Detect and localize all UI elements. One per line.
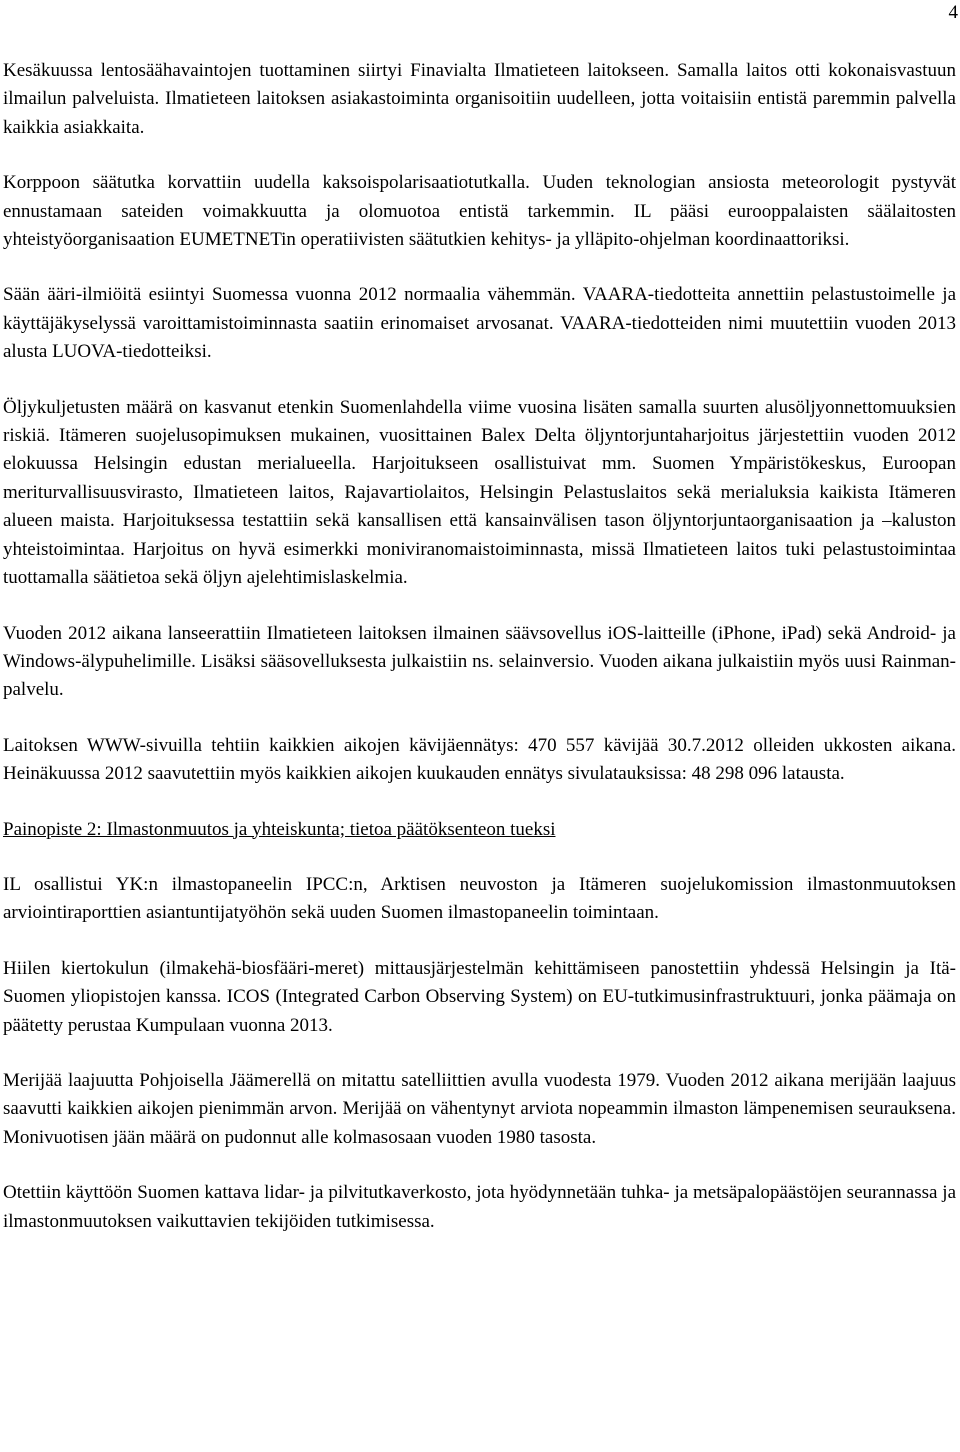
section-heading: Painopiste 2: Ilmastonmuutos ja yhteiskunta; tietoa päätöksenteon tueksi — [3, 818, 556, 840]
paragraph-sea-ice: Merijää laajuutta Pohjoisella Jäämerellä on mitattu satelliittien avulla vuodesta 1979. Vuoden 2012 aikana merijään laajuus saavutti kaikkien aikojen pienimmän arvon. Merijää on vähentynyt arviota nopeammin ilmaston lämpenemisen seurauksena. Monivuotisen jään määrä on pudonnut alle kolmasosaan vuoden 1980 tasosta. — [3, 1069, 956, 1148]
paragraph-carbon-cycle: Hiilen kiertokulun (ilmakehä-biosfääri-meret) mittausjärjestelmän kehittämiseen panostettiin yhdessä Helsingin ja Itä-Suomen yliopistojen kanssa. ICOS (Integrated Carbon Observing System) on EU-tutkimusinfrastruktuuri, jonka päämaja on päätetty perustaa Kumpulaan vuonna 2013. — [3, 957, 956, 1036]
paragraph-web-visitors: Laitoksen WWW-sivuilla tehtiin kaikkien aikojen kävijäennätys: 470 557 kävijää 30.7.2012 olleiden ukkosten aikana. Heinäkuussa 2012 saavutettiin myös kaikkien aikojen kuukauden ennätys sivulatauksissa: 48 298 096 latausta. — [3, 734, 956, 785]
paragraph-extreme-weather: Sään ääri-ilmiöitä esiintyi Suomessa vuonna 2012 normaalia vähemmän. VAARA-tiedotteita annettiin pelastustoimelle ja käyttäjäkyselyssä varoittamistoiminnasta saatiin erinomaiset arvosanat. VAARA-tiedotteiden nimi muutettiin vuoden 2013 alusta LUOVA-tiedotteiksi. — [3, 284, 956, 363]
page-number: 4 — [948, 2, 958, 23]
paragraph-aviation-services: Kesäkuussa lentosäähavaintojen tuottaminen siirtyi Finavialta Ilmatieteen laitokseen. Samalla laitos otti kokonaisvastuun ilmailun palveluista. Ilmatieteen laitoksen asiakastoiminta organisoitiin uudelleen, jotta voitaisiin entistä paremmin palvella kaikkia asiakkaita. — [3, 60, 956, 138]
paragraph-weather-app: Vuoden 2012 aikana lanseerattiin Ilmatieteen laitoksen ilmainen säävsovellus iOS-laitteille (iPhone, iPad) sekä Android- ja Windows-älypuhelimille. Lisäksi sääsovelluksesta julkaistiin ns. selainversio. Vuoden aikana julkaistiin myös uusi Rainman-palvelu. — [3, 622, 956, 701]
paragraph-oil-spill-exercise: Öljykuljetusten määrä on kasvanut etenkin Suomenlahdella viime vuosina lisäten samalla suurten alusöljyonnettomuuksien riskiä. Itämeren suojelusopimuksen mukainen, vuosittainen Balex Delta öljyntorjuntaharjoitus järjestettiin vuoden 2012 elokuussa Helsingin edustan merialueella. Harjoitukseen osallistuivat mm. Suomen Ympäristökeskus, Euroopan meriturvallisuusvirasto, Ilmatieteen laitos, Rajavartiolaitos, Helsingin Pelastuslaitos sekä merialuksia kaikista Itämeren alueen maista. Harjoituksessa testattiin sekä kansallisen että kansainvälisen tason öljyntorjuntaorganisaation ja –kaluston yhteistoimintaa. Harjoitus on hyvä esimerkki moniviranomaistoiminnasta, missä Ilmatieteen laitos tuki pelastustoimintaa tuottamalla säätietoa sekä öljyn ajelehtimislaskelmia. — [3, 396, 956, 589]
paragraph-ipcc: IL osallistui YK:n ilmastopaneelin IPCC:n, Arktisen neuvoston ja Itämeren suojelukomission ilmastonmuutoksen arviointiraporttien asiantuntijatyöhön sekä uuden Suomen ilmastopaneelin toimintaan. — [3, 873, 956, 924]
paragraph-lidar-network: Otettiin käyttöön Suomen kattava lidar- ja pilvitutkaverkosto, jota hyödynnetään tuhka- ja metsäpalopäästöjen seurannassa ja ilmastonmuutoksen vaikuttavien tekijöiden tutkimisessa. — [3, 1182, 956, 1232]
paragraph-weather-radar: Korppoon säätutka korvattiin uudella kaksoispolarisaatiotutkalla. Uuden teknologian ansiosta meteorologit pystyvät ennustamaan sateiden voimakkuutta ja olomuotoa entistä tarkemmin. IL pääsi eurooppalaisten säälaitosten yhteistyöorganisaation EUMETNETin operatiivisten säätutkien kehitys- ja ylläpito-ohjelman koordinaattoriksi. — [3, 172, 956, 251]
document-body — [3, 57, 956, 1263]
